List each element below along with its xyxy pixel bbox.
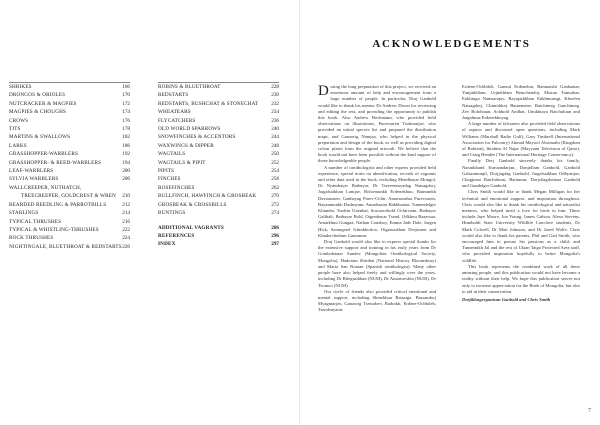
toc-entry[interactable]: BULLFINCH, HAWFINCH & GROSBEAK 270 [158,193,279,200]
toc-entry[interactable]: BEARDED REEDLING & PARROTBILLS 212 [9,201,130,208]
toc-entry[interactable]: REDSTARTS, BUSHCHAT & STONECHAT 232 [158,100,279,107]
ack-paragraph: Dorj Ganbold would also like to express special thanks for the extensive support and training in his early years from Dr Gombobaatar Sundev (Mongolian Ornithological Society, Mongolia), Hadoram Shirihai (National History Bloomsbury) and Maria San Roman (Spanish ornithologist). Many other people have also helped freely and willingly over the years, including Dr Bilegsaikhan (NUM), Dr Amartuvshin (NUM), Dr Tsomoo (NUM). [318,239,436,288]
toc-entry[interactable]: MARTINS & SWALLOWS 182 [9,134,130,141]
ack-paragraph: Erdene-Ochbileh, Ganzul Erdenebat, Bamnaishi Ganbaatar, Yanjinkhlam, Urjinkhlam Bemchendoj, Muzan Tumurbar, Enkhtuga Namsarajav, Bayajarkhlam Enkhmunsgi, Khoelen Natsagdorj, Chimiddorj Batnemene, Batchimeg Ganchimeg, Zev Bolohtaan, Achbold Andbat, Unukhtaya Batchuluun and Jargalmaa Erdenekhuyag. [462,84,580,121]
toc-entry-index[interactable]: INDEX 297 [158,241,279,248]
signature: Dorjikhugergantsan Ganbold and Chris Smith [462,296,551,302]
toc-entry[interactable]: WAGTAILS 250 [158,151,279,158]
toc-entry-additional-vagrants[interactable]: ADDITIONAL VAGRANTS 286 [158,224,279,231]
toc-entry[interactable]: PIPITS 254 [158,168,279,175]
toc-entry[interactable]: OLD WORLD SPARROWS 240 [158,126,279,133]
ack-paragraph: A number of ornithologists and other experts provided field experience, special notes on identification, records of vagrants and other data used in the book, including Mendbayar Mongol, Dr Nyambayar Batbayar, Dr Tseveenmyadag Natsagdorj, Jargalsaikhan Lamjav, Bolormunkh Erdenekhuu, Batmunkh Davaasuren, Ganbayag Purev-Ochir, Amarsanshar Purevsuren, Bayanmunkh Dashnyam, Amarbaatar Bakhbaatar, Tumendelger Khumba, Tsedtin Unenbat, Sosorzorbold Ochirvaan, Batbayar Galtbalt, Batbayar Bold, Otgonbayar Tsend, Odkhuu Bazarsaa, Amarkhuu Gungaa, Nathan Conaboy, Emma Jade Dale, Jurgen Hick, Sarangerel Ichinkhorloo, Otgonsukhan Dorjsuren and Khuderchuluun Gantumur. [318,164,436,238]
toc-entry[interactable]: FINCHES 258 [158,176,279,183]
ack-paragraph: Finally Dorj Ganbold sincerely thanks his family, Narankhand Esmaandarjan, Donjidlam Ganbold, Ganbold Galsanmunjil, Dorjjagdag Ganbold, Jargalsaikhan Odbyanjav, Chogjmaa Batchuluun, Battumur, Dorjsilagdoimaa Ganbold and Gundelger Ganbold. [462,158,580,189]
toc-entry[interactable]: WAGTAILS & PIPIT 252 [158,159,279,166]
toc-entry[interactable]: ROBINS & BLUETHROAT 228 [158,84,279,90]
toc-entry[interactable]: GROSBEAK & CROSSBILLS 272 [158,201,279,208]
toc-entry[interactable]: NUTCRACKER & MAGPIES 172 [9,100,130,107]
toc-entry[interactable]: CROWS 176 [9,117,130,124]
toc-entry[interactable]: TYPICAL THRUSHES 216 [9,218,130,225]
toc-entry-references[interactable]: REFERENCES 296 [158,232,279,239]
toc-column-1 [9,82,130,251]
toc-entry[interactable]: GRASSHOPPER-WARBLERS 192 [9,151,130,158]
toc-entry[interactable]: SNOWFINCHES & ACCENTORS 244 [158,134,279,141]
ack-column-1 [318,84,436,314]
toc-entry[interactable]: GRASSHOPPER- & REED-WARBLERS 194 [9,159,130,166]
drop-cap: D [318,83,329,99]
page-number: 7 [588,408,591,414]
page-title: ACKNOWLEDGEMENTS [372,38,531,50]
toc-entry[interactable]: MAGPIES & CHOUGHS 174 [9,109,130,116]
toc-entry[interactable]: TYPICAL & WHISTLING-THRUSHES 222 [9,226,130,233]
ack-paragraph: This book represents the combined work of all these amazing people, and this publication would not have become a reality without their help. We hope this publication serves not only to increase appreciation for the Birds of Mongolia, but also to aid in their conservation. [462,263,581,294]
toc-entry[interactable]: BUNTINGS 274 [158,210,279,217]
ack-paragraph: Chris Smith would like to thank Megan Milligan for her technical and emotional support, and inspiration throughout. Chris would also like to thank his ornithological and naturalist mentors, who helped instil a love for birds in him. These include Jaye Moore, Jon Young, James Gulson, Alexa Stevens, Humboldt State University Wildlife Conclave students, Dr Mark Colwell, Dr Matt Johnson, and Dr Jared Wolfe. Chris would also like to thank his parents, Phil and Gail Smith, who encouraged him to pursue his passions as a child, and Tumennikh Jal and the rest of Ulaan Taiga Protected Area staff, who provided inspiration hopefully to better Mongolia's wildlife. [462,189,580,263]
toc-entry[interactable]: ROCK THRUSHES 224 [9,235,130,242]
toc-entry[interactable]: SHRIKES 166 [9,84,130,90]
toc-entry[interactable]: TREECREEPER, GOLDCREST & WREN 210 [21,193,130,200]
toc-entry[interactable]: WALLCREEPER, NUTHATCH, [9,184,82,191]
toc-entry[interactable]: TITS 178 [9,126,130,133]
toc-entry[interactable]: NIGHTINGALE, BLUETHROAT & REDSTARTS 226 [9,243,130,250]
toc-entry[interactable]: WHEATEARS 234 [158,109,279,116]
toc-entry[interactable]: LARKS 186 [9,142,130,149]
ack-paragraph: During the long preparation of this project, we received an enormous amount of help and encouragement from a large number of people. In particular, Dorj Ganbold would like to thank his mentor Dr Andrew Dixon for reviewing and editing the text, and providing the opportunity to publish this book. Also Andrew Bechmann, who provided field observations on illustrations, Purevsuren Tsolmonjav, who provided an initial species list and prepared the distribution maps, and Ganzorig Namjaa, who helped in the physical preparation and design of the book, as well as providing digital colour plates from the original artwork. We believe that the book would not have been possible without the kind support of those knowledgeable people. [318,83,436,164]
ack-paragraph: A large number of falconers also provided field observations of raptors and discussed open questions, including Mark Williams (Marshall Radio Gulf), Gary Timbrell (International Association for Falconry) Ahmad Mayoof Alromaihi (Kingdom of Bahrain), Ibrahim Al Najar (Mayyaan Television of Qatar), and Craig Hendee (The International Heritage Conservancy). [462,121,580,158]
ack-column-2 [462,84,580,303]
toc-entry[interactable]: LEAF-WARBLERS 200 [9,168,130,175]
toc-column-2 [158,82,279,249]
toc-entry[interactable]: FLYCATCHERS 236 [158,117,279,124]
toc-entry[interactable]: REDSTARTS 230 [158,92,279,99]
toc-entry[interactable]: WAXWINGS & DIPPER 248 [158,142,279,149]
toc-entry[interactable]: SYLVIA WARBLERS 206 [9,176,130,183]
toc-entry[interactable]: ROSEFINCHES 262 [158,184,279,191]
toc-entry[interactable]: DRONGOS & ORIOLES 170 [9,92,130,99]
toc-entry[interactable]: STARLINGS 214 [9,210,130,217]
ack-paragraph: Our circle of friends also provided critical emotional and mental support, including Shinekhuu Batsaiga, Bassandorj Myagmarjav, Ganzorig Tsesurbev, Badrakh, Erdene-Ochbileh, Tsendsuyanis [318,288,436,313]
